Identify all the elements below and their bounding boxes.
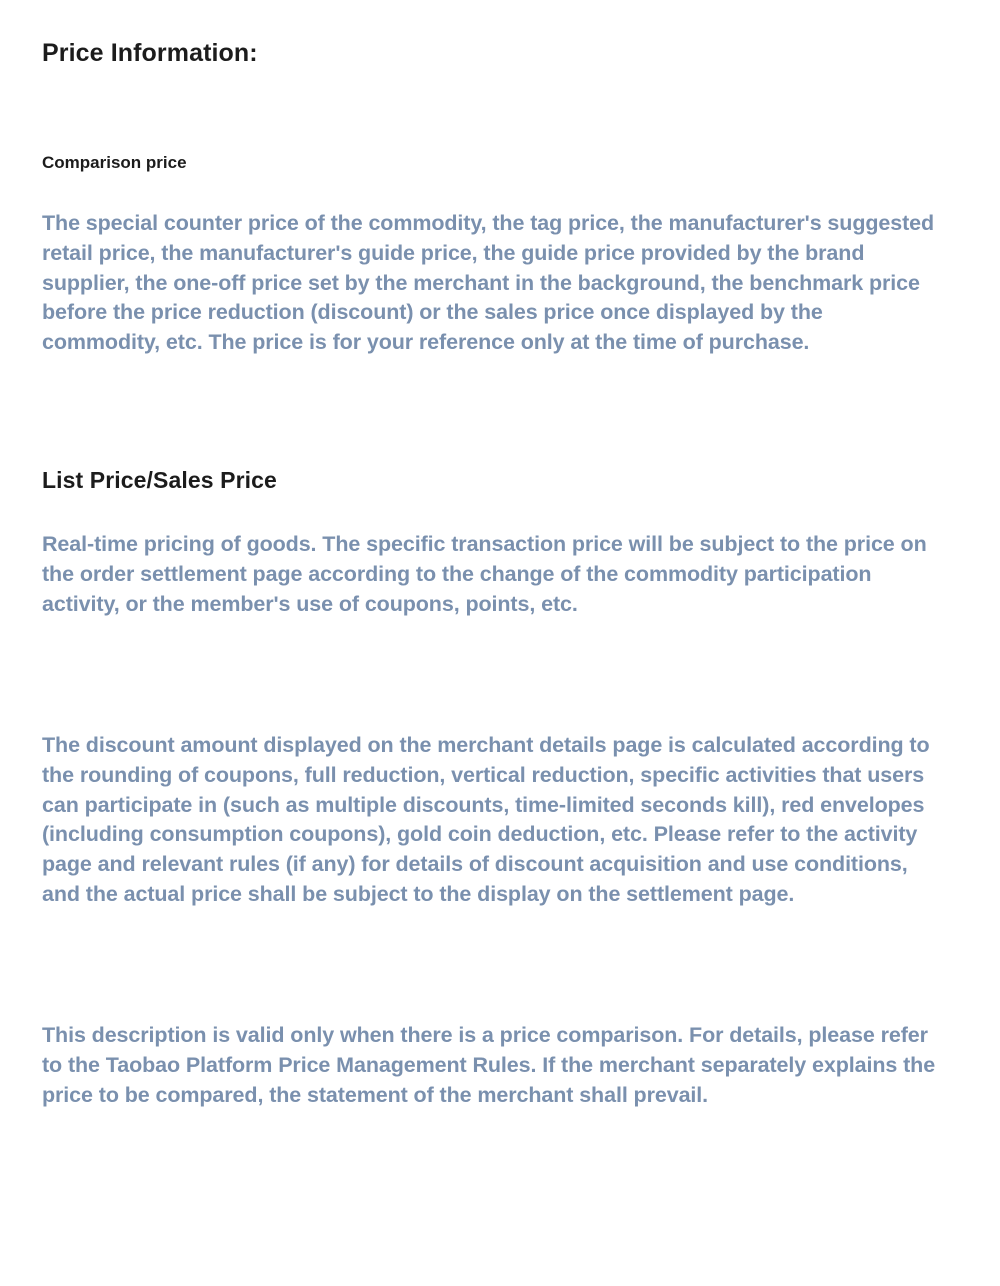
spacer	[42, 619, 942, 731]
paragraph-discount-amount: The discount amount displayed on the merchant details page is calculated according to the rounding of coupons, full reduction, vertical reduction, specific activities that users can participate in (such as multiple discounts, time-limited seconds kill), red envelopes (including consumption coupons), gold coin deduction, etc. Please refer to the activity page and relevant rules (if any) for details of discount acquisition and use conditions, and the actual price shall be subject to the display on the settlement page.	[42, 733, 930, 906]
section-comparison-price	[42, 152, 942, 358]
section-heading-comparison-price: Comparison price	[42, 153, 187, 172]
paragraph-price-comparison-validity: This description is valid only when there is a price comparison. For details, please refer to the Taobao Platform Price Management Rules. If the merchant separately explains the price to be compared, the statement of the merchant shall prevail.	[42, 1023, 936, 1107]
paragraph-realtime-pricing: Real-time pricing of goods. The specific transaction price will be subject to the price on the order settlement page according to the change of the commodity participation activity, or the member's use of coupons, points, etc.	[42, 532, 927, 616]
section-heading-list-price: List Price/Sales Price	[42, 466, 277, 493]
spacer	[42, 494, 942, 530]
spacer	[42, 358, 942, 466]
spacer	[42, 173, 942, 209]
paragraph-comparison-price: The special counter price of the commodity, the tag price, the manufacturer's suggested retail price, the manufacturer's guide price, the guide price provided by the brand supplier, the one-off price set by the merchant in the background, the benchmark price before the price reduction (discount) or the sales price once displayed by the commodity, etc. The price is for your reference only at the time of purchase.	[42, 211, 935, 354]
section-list-price	[42, 466, 942, 1111]
page-title: Price Information:	[42, 39, 258, 67]
spacer	[42, 909, 942, 1021]
spacer	[42, 68, 942, 152]
